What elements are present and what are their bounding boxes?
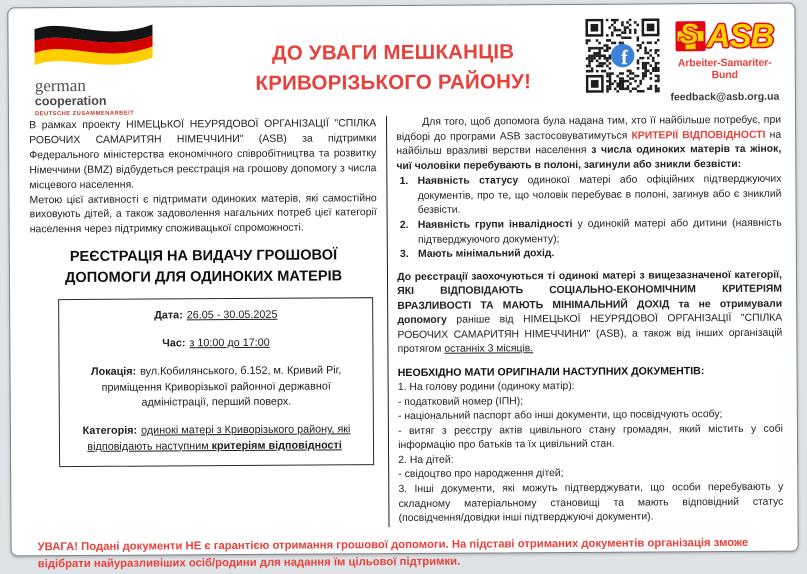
header-logos [585, 12, 781, 104]
qr-code-facebook-icon [585, 18, 659, 92]
right-column [386, 114, 783, 527]
category-criteria: критеріям відповідності [211, 438, 342, 452]
intro-paragraph: В рамках проекту НІМЕЦЬКОЇ НЕУРЯДОВОЇ ОРГАНІЗАЦІЇ "СПІЛКА РОБОЧИХ САМАРИТЯН НІМЕЧЧИНИ" (ASB) за підтримки Федерального міністерства економічного співробітництва та розвитку Німеччини (BMZ) відбудеться реєстрація на грошову допомогу з числа місцевого населення. [29, 117, 377, 191]
registration-info-box [58, 297, 374, 467]
asb-full-name: Arbeiter-Samariter-Bund [677, 56, 772, 82]
asb-cross-icon: S [676, 21, 706, 51]
category-row [72, 422, 361, 454]
asb-acronym: ASB [706, 16, 774, 55]
criteria-list [397, 173, 782, 263]
svg-text:f: f [620, 47, 628, 70]
page-title-line1: ДО УВАГИ МЕШКАНЦІВ [271, 40, 515, 65]
german-logo-tagline: DEUTSCHE ZUSAMMENARBEIT [34, 110, 135, 118]
time-row [71, 335, 360, 352]
asb-logo [668, 18, 781, 104]
warning-notice: УВАГА! Подані документи НЕ є гарантією отримання грошової допомоги. На підставі отриманих документів організація зможе відібрати найуразливіших осіб/родини для надання їм цільової підтримки. [37, 536, 749, 571]
page-title [201, 37, 586, 99]
date-value: 26.05 - 30.05.2025 [186, 308, 278, 321]
location-row [72, 363, 361, 411]
header [28, 12, 781, 118]
time-label: Час: [162, 337, 186, 350]
asb-feedback-email: feedback@asb.org.ua [670, 90, 780, 104]
doc-line: - свідоцтво про народження дітей; [398, 468, 564, 481]
location-value: вул.Кобилянського, б.152, м. Кривий Ріг, приміщення Криворізької районної державної адміністрації, перший поверх. [101, 364, 342, 409]
left-column [29, 116, 389, 529]
location-label: Локація: [90, 365, 137, 379]
date-row [71, 307, 360, 324]
criteria-intro-paragraph: Для того, щоб допомога була надана тим, хто її найбільше потребує, при відборі до програми ASB застосовуватимуться КРИТЕРІЇ ВІДПОВІДНОСТІ на найбільш вразливі верстви населення з числа одиноких матерів та жінок, чиї чоловіки перебувають в полоні, загинули або зникли безвісти: [396, 114, 782, 172]
doc-line: 3. Інші документи, які можуть підтверджувати, що особи перебувають у складному матеріальному становищі та мають відповідний статус (посвідчення/довідки інші підтверджуючі документи). [398, 481, 784, 525]
criteria-item-3: 3. Мають мінімальний дохід. [400, 248, 555, 261]
documents-list [398, 379, 784, 527]
date-label: Дата: [154, 308, 183, 322]
category-value: одинокі матері з Криворізького району, які відповідають наступним [87, 423, 351, 453]
criteria-red-text: КРИТЕРІЇ ВІДПОВІДНОСТІ [631, 129, 766, 142]
goal-paragraph: Метою цієї активності є підтримати одиноких матерів, які самостійно виховують дітей, а також задоволення нагальних потреб цієї категорії населення через підтримку споживацької спроможності. [29, 191, 377, 236]
criteria-item-2: 2. Наявність групи інвалідності у одинокій матері або дитини (наявність підтверджуючого документу); [399, 217, 782, 246]
german-logo-word1: german [34, 75, 86, 96]
category-label: Категорія: [82, 424, 138, 438]
flyer-page [7, 3, 798, 571]
german-logo-word2: cooperation [34, 93, 107, 109]
german-cooperation-logo [28, 15, 201, 117]
doc-line: 1. На голову родини (одиноку матір): [397, 380, 575, 394]
page-title-line2: КРИВОРІЗЬКОГО РАЙОНУ! [255, 69, 532, 95]
doc-line: 2. На дітей: [398, 454, 454, 466]
registration-heading: РЕЄСТРАЦІЯ НА ВИДАЧУ ГРОШОВОЇ ДОПОМОГИ ДЛЯ ОДИНОКИХ МАТЕРІВ [64, 247, 343, 287]
content-columns [29, 114, 783, 529]
documents-heading: НЕОБХІДНО МАТИ ОРИГІНАЛИ НАСТУПНИХ ДОКУМЕНТІВ: [397, 365, 705, 380]
german-flag-ribbon-icon [32, 21, 200, 75]
three-months-underline: останніх 3 місяців. [444, 343, 534, 356]
doc-line: - національний паспорт або інші документи, що посвідчують особу; [397, 409, 723, 423]
time-value: з 10:00 до 17:00 [189, 336, 270, 350]
doc-line: - податковий номер (ІПН); [397, 395, 524, 408]
criteria-item-1: 1. Наявність статусу одинокої матері або офіційних підтверджуючих документів, про те, що чоловік перебуває в полоні, загинув або є зниклий безвісти. [399, 173, 782, 217]
doc-line: - витяг з реєстру актів цивільного стану громадян, який містить у собі інформацію про батьків та їх цивільний стан. [398, 423, 783, 452]
eligibility-paragraph: До реєстрації заохочуються ті одинокі матері з вищезазначеної категорії, ЯКІ ВІДПОВІДАЮТЬ СОЦІАЛЬНО-ЕКОНОМІЧНИМ КРИТЕРІЯМ ВРАЗЛИВОСТІ ТА МАЮТЬ МІНІМАЛЬНИЙ ДОХІД та не отримували допомогу раніше від НІМЕЦЬКОЇ НЕУРЯДОВОЇ ОРГАНІЗАЦІЇ "СПІЛКА РОБОЧИХ САМАРИТЯН НІМЕЧЧИНИ" (ASB), а також від інших організацій протягом останніх 3 місяців. [397, 269, 783, 356]
